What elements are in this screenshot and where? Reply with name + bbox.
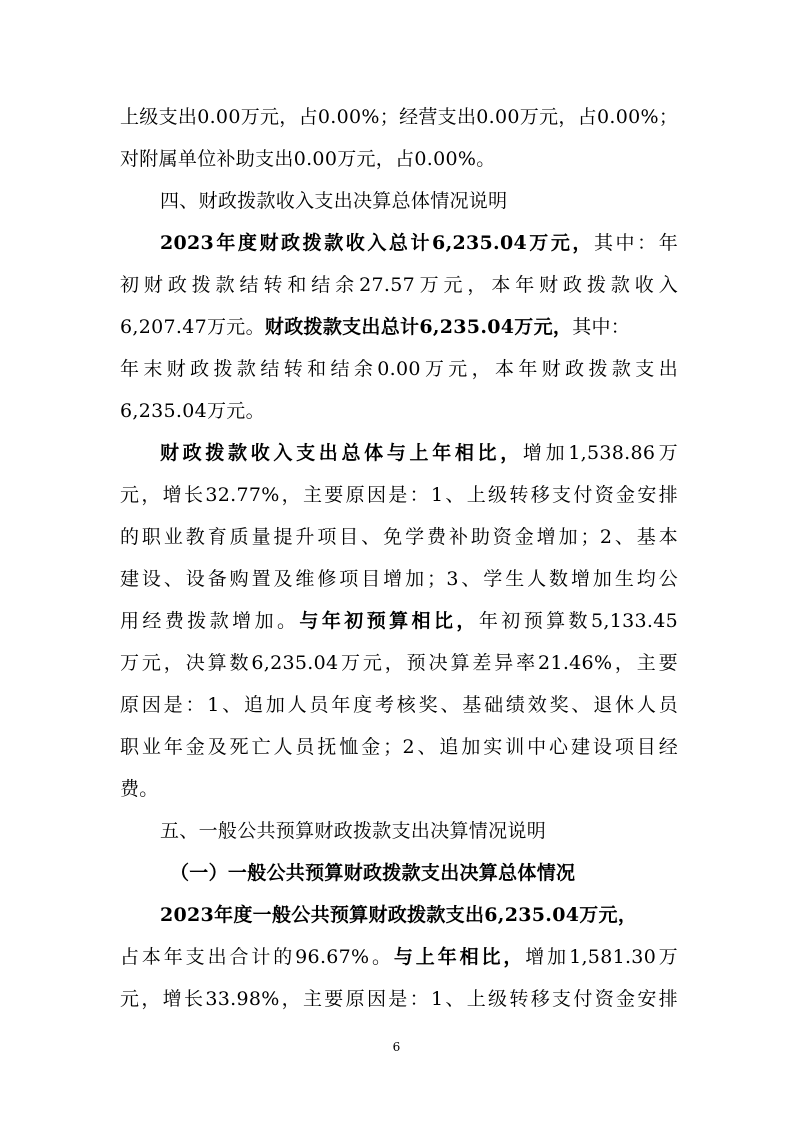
- paragraph-line: 占本年支出合计的96.67%。与上年相比，增加1,581.30万: [120, 946, 678, 968]
- paragraph-line: 6,207.47万元。财政拨款支出总计6,235.04万元，其中：: [120, 316, 631, 338]
- paragraph-line: 费。: [120, 778, 159, 800]
- paragraph-line: 财政拨款收入支出总体与上年相比，增加1,538.86万: [160, 442, 678, 464]
- paragraph-line: 上级支出0.00万元，占0.00%；经营支出0.00万元，占0.00%；: [120, 106, 679, 128]
- paragraph-line: 原因是：1、追加人员年度考核奖、基础绩效奖、退休人员: [120, 694, 678, 716]
- paragraph-line: 初财政拨款结转和结余27.57万元，本年财政拨款收入: [120, 274, 678, 296]
- paragraph-line: 建设、设备购置及维修项目增加；3、学生人数增加生均公: [120, 568, 678, 590]
- page-number: 6: [392, 1040, 401, 1054]
- paragraph-line: [160, 894, 678, 936]
- emphasis-text: 财政拨款支出总计6,235.04万元，: [264, 316, 573, 338]
- emphasis-text: 2023年度一般公共预算财政拨款支出6,235.04万元，: [160, 904, 638, 926]
- paragraph-line: 万元，决算数6,235.04万元，预决算差异率21.46%，主要: [120, 652, 678, 674]
- emphasis-text: 2023年度财政拨款收入总计6,235.04万元，: [160, 232, 594, 254]
- paragraph-line: 2023年度财政拨款收入总计6,235.04万元，其中：年: [160, 232, 678, 254]
- paragraph-line: 元，增长32.77%，主要原因是：1、上级转移支付资金安排: [120, 484, 678, 506]
- section-heading-4: 四、财政拨款收入支出决算总体情况说明: [160, 190, 508, 212]
- paragraph-line: 职业年金及死亡人员抚恤金；2、追加实训中心建设项目经: [120, 736, 678, 758]
- paragraph-line: 年末财政拨款结转和结余0.00万元，本年财政拨款支出: [120, 358, 678, 380]
- emphasis-text: 财政拨款收入支出总体与上年相比，: [160, 442, 523, 464]
- paragraph-line: 用经费拨款增加。与年初预算相比，年初预算数5,133.45: [120, 610, 678, 632]
- emphasis-text: 与年初预算相比，: [299, 610, 479, 632]
- paragraph-line: 的职业教育质量提升项目、免学费补助资金增加；2、基本: [120, 526, 678, 548]
- subsection-heading: （一）一般公共预算财政拨款支出决算总体情况: [170, 862, 576, 884]
- paragraph-line: 6,235.04万元。: [120, 400, 265, 422]
- paragraph-line: 元，增长33.98%，主要原因是：1、上级转移支付资金安排: [120, 988, 678, 1010]
- paragraph-line: 对附属单位补助支出0.00万元，占0.00%。: [120, 148, 496, 170]
- emphasis-text: 与上年相比，: [393, 946, 526, 968]
- section-heading-5: 五、一般公共预算财政拨款支出决算情况说明: [160, 820, 547, 842]
